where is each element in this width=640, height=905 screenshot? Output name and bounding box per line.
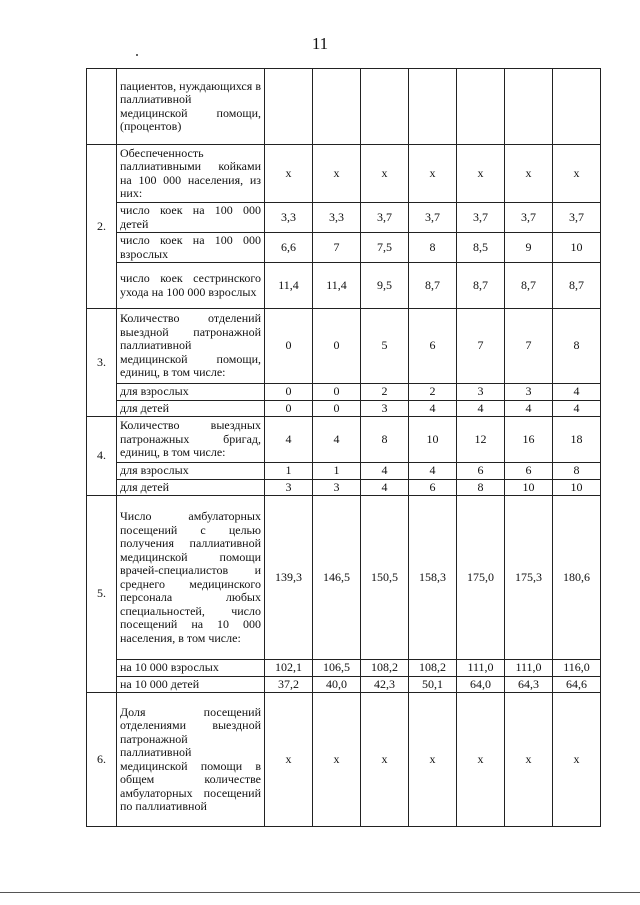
row-label: на 10 000 взрослых [117, 660, 265, 677]
value-cell: 175,0 [457, 496, 505, 660]
value-cell: 158,3 [409, 496, 457, 660]
value-cell: 6 [457, 463, 505, 480]
value-cell: 3,3 [265, 203, 313, 233]
value-cell: х [457, 693, 505, 827]
value-cell: 4 [409, 400, 457, 417]
value-cell: 5 [361, 309, 409, 384]
value-cell: 3,7 [409, 203, 457, 233]
value-cell: 106,5 [313, 660, 361, 677]
value-cell: 7 [505, 309, 553, 384]
value-cell: 4 [361, 463, 409, 480]
value-cell: 10 [409, 417, 457, 463]
value-cell: 64,0 [457, 676, 505, 693]
scan-speck [136, 54, 138, 56]
value-cell: 11,4 [313, 263, 361, 309]
value-cell: 8,7 [457, 263, 505, 309]
table-row [87, 233, 601, 263]
value-cell: 10 [553, 233, 601, 263]
value-cell: 2 [361, 384, 409, 401]
value-cell: 6 [409, 479, 457, 496]
value-cell: 102,1 [265, 660, 313, 677]
value-cell: 2 [409, 384, 457, 401]
value-cell: 42,3 [361, 676, 409, 693]
value-cell: 4 [361, 479, 409, 496]
row-label: для взрослых [117, 463, 265, 480]
value-cell: 4 [553, 400, 601, 417]
value-cell: х [505, 145, 553, 203]
row-label: Доля посещений отделениями выездной патронажной паллиативной медицинской помощи в общем количестве амбулаторных посещений по паллиативной [117, 693, 265, 827]
value-cell: 7,5 [361, 233, 409, 263]
table-row [87, 463, 601, 480]
value-cell: 108,2 [361, 660, 409, 677]
value-cell: х [361, 693, 409, 827]
value-cell: 150,5 [361, 496, 409, 660]
value-cell: 3 [505, 384, 553, 401]
value-cell: 8 [457, 479, 505, 496]
value-cell: 4 [265, 417, 313, 463]
value-cell: х [553, 145, 601, 203]
row-number-cell [87, 69, 117, 145]
indicators-table [86, 68, 601, 827]
value-cell: 0 [265, 400, 313, 417]
value-cell: 8 [409, 233, 457, 263]
value-cell: 3,7 [457, 203, 505, 233]
value-cell: 0 [265, 309, 313, 384]
value-cell: х [313, 145, 361, 203]
value-cell: 3,3 [313, 203, 361, 233]
table-row [87, 496, 601, 660]
table-row [87, 693, 601, 827]
value-cell: 8,7 [505, 263, 553, 309]
row-label: для детей [117, 479, 265, 496]
table-row [87, 263, 601, 309]
value-cell: 16 [505, 417, 553, 463]
value-cell: х [313, 693, 361, 827]
table-row [87, 203, 601, 233]
value-cell: 0 [313, 384, 361, 401]
value-cell: 10 [505, 479, 553, 496]
value-cell: х [409, 693, 457, 827]
table-row [87, 417, 601, 463]
row-label: пациентов, нуждающихся в паллиативной медицинской помощи, (процентов) [117, 69, 265, 145]
value-cell: 7 [313, 233, 361, 263]
value-cell: 0 [313, 400, 361, 417]
value-cell: 0 [265, 384, 313, 401]
row-label: Количество выездных патронажных бригад, единиц, в том числе: [117, 417, 265, 463]
table-row [87, 676, 601, 693]
value-cell: 12 [457, 417, 505, 463]
value-cell: 3 [313, 479, 361, 496]
row-number: 2. [87, 145, 117, 309]
value-cell: 8,7 [553, 263, 601, 309]
value-cell: 8,5 [457, 233, 505, 263]
value-cell: 11,4 [265, 263, 313, 309]
value-cell: х [409, 145, 457, 203]
table-row [87, 145, 601, 203]
value-cell: 7 [457, 309, 505, 384]
value-cell: 8 [361, 417, 409, 463]
page-number: 11 [311, 34, 329, 53]
table-row [87, 384, 601, 401]
row-number: 5. [87, 496, 117, 693]
value-cell: 3,7 [553, 203, 601, 233]
row-label: число коек на 100 000 взрослых [117, 233, 265, 263]
row-label: Количество отделений выездной патронажной паллиативной медицинской помощи, единиц, в том числе: [117, 309, 265, 384]
value-cell: 4 [409, 463, 457, 480]
value-cell: 9 [505, 233, 553, 263]
value-cell: 139,3 [265, 496, 313, 660]
value-cell: 3 [361, 400, 409, 417]
table-row [87, 309, 601, 384]
value-cell: 37,2 [265, 676, 313, 693]
value-cell: 6 [505, 463, 553, 480]
value-cell: 146,5 [313, 496, 361, 660]
row-label: число коек сестринского ухода на 100 000 взрослых [117, 263, 265, 309]
value-cell: 108,2 [409, 660, 457, 677]
value-cell: х [553, 693, 601, 827]
row-label: для детей [117, 400, 265, 417]
value-cell: 180,6 [553, 496, 601, 660]
value-cell: 4 [457, 400, 505, 417]
value-cell: 0 [313, 309, 361, 384]
row-label: число коек на 100 000 детей [117, 203, 265, 233]
value-cell: 50,1 [409, 676, 457, 693]
page-bottom-rule [0, 892, 640, 893]
row-label: Число амбулаторных посещений с целью получения паллиативной медицинской помощи врачей-специалистов и среднего медицинского персонала любых специальностей, число посещений на 10 000 населения, в том числе: [117, 496, 265, 660]
value-cell: 1 [313, 463, 361, 480]
row-label: на 10 000 детей [117, 676, 265, 693]
value-cell: 111,0 [505, 660, 553, 677]
value-cell: 3 [457, 384, 505, 401]
value-cell: 3 [265, 479, 313, 496]
value-cell: 175,3 [505, 496, 553, 660]
value-cell: 4 [313, 417, 361, 463]
row-label: для взрослых [117, 384, 265, 401]
table-row [87, 400, 601, 417]
table-row [87, 69, 601, 145]
value-cell: х [361, 145, 409, 203]
value-cell: 116,0 [553, 660, 601, 677]
value-cell: х [457, 145, 505, 203]
value-cell: 1 [265, 463, 313, 480]
value-cell: 6 [409, 309, 457, 384]
value-cell: 8 [553, 309, 601, 384]
value-cell: 18 [553, 417, 601, 463]
value-cell: 10 [553, 479, 601, 496]
value-cell: 4 [553, 384, 601, 401]
row-number: 3. [87, 309, 117, 417]
value-cell: 3,7 [361, 203, 409, 233]
value-cell: 64,6 [553, 676, 601, 693]
row-number: 4. [87, 417, 117, 496]
value-cell: х [265, 145, 313, 203]
row-number: 6. [87, 693, 117, 827]
value-cell: 111,0 [457, 660, 505, 677]
value-cell: 9,5 [361, 263, 409, 309]
value-cell: 64,3 [505, 676, 553, 693]
value-cell: х [505, 693, 553, 827]
value-cell: 6,6 [265, 233, 313, 263]
value-cell: 4 [505, 400, 553, 417]
value-cell: 40,0 [313, 676, 361, 693]
table-row [87, 660, 601, 677]
value-cell: 8 [553, 463, 601, 480]
value-cell: х [265, 693, 313, 827]
table-row [87, 479, 601, 496]
value-cell: 8,7 [409, 263, 457, 309]
row-label: Обеспеченность паллиативными койками на 100 000 населения, из них: [117, 145, 265, 203]
value-cell: 3,7 [505, 203, 553, 233]
